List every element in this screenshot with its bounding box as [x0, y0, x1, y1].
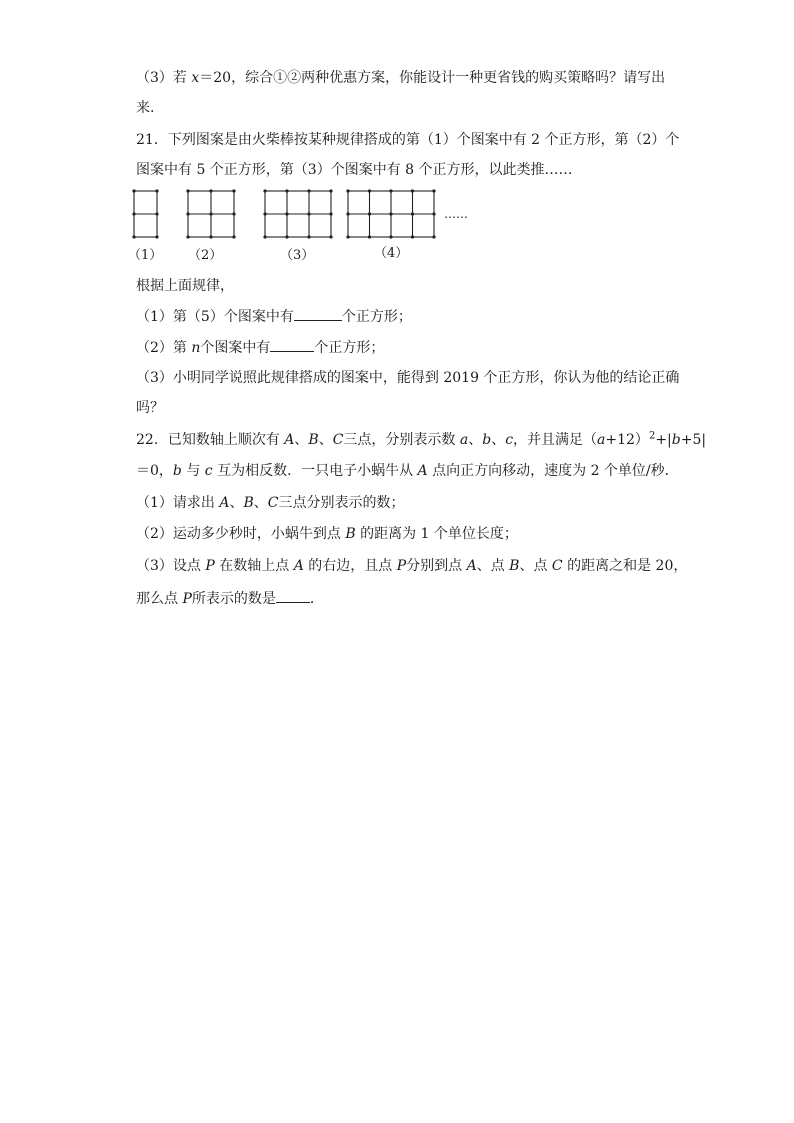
q21-stem-line1: 21．下列图案是由火柴棒按某种规律搭成的第（1）个图案中有 2 个正方形，第（2）个 [136, 132, 680, 148]
figure-label-4: （4） [374, 246, 409, 261]
var-A: A [293, 558, 304, 574]
text: （2）运动多少秒时，小蜗牛到点 [136, 526, 346, 542]
text: +12） [605, 432, 649, 448]
text: （3）若 [136, 70, 192, 86]
q22-stem-line1 [136, 430, 706, 450]
q22-part3-line2 [136, 588, 324, 609]
q21-part3-line1: （3）小明同学说照此规律搭成的图案中，能得到 2019 个正方形，你认为他的结论正确 [136, 370, 680, 386]
var-x: x [191, 70, 200, 86]
text: 与 [181, 463, 205, 479]
var-C: C [551, 558, 563, 574]
exponent: 2 [648, 430, 656, 442]
var-a: a [597, 432, 606, 448]
var-b: b [671, 432, 681, 448]
q22-part3-line1 [136, 556, 687, 576]
q22-part2 [136, 524, 518, 544]
var-P: P [205, 558, 215, 574]
text: 三点，分别表示数 [343, 432, 460, 448]
answer-blank[interactable] [294, 306, 342, 321]
text: （2）第 [136, 340, 192, 356]
text: 、点 [476, 558, 510, 574]
var-b: b [172, 463, 182, 479]
var-b: b [482, 432, 492, 448]
text: 、点 [519, 558, 552, 574]
var-c: c [204, 463, 213, 479]
q21-part3-line2: 吗？ [136, 400, 164, 416]
var-A: A [466, 558, 477, 574]
text: 个图案中有 [200, 340, 271, 356]
text: 的距离为 1 个单位长度； [355, 526, 518, 542]
var-n: n [191, 340, 201, 356]
text: （1）请求出 [136, 495, 220, 511]
text: 、 [491, 432, 506, 448]
text: 、 [294, 432, 309, 448]
q22-part1 [136, 493, 405, 513]
var-B: B [509, 558, 520, 574]
answer-blank[interactable] [276, 588, 310, 603]
var-a: a [459, 432, 469, 448]
figure-1 [134, 191, 157, 237]
var-A: A [417, 463, 428, 479]
text: 分别到点 [406, 558, 467, 574]
var-P: P [182, 591, 192, 607]
q20-part3-line1 [136, 68, 665, 88]
text: 的右边，且点 [303, 558, 397, 574]
answer-blank[interactable] [270, 337, 314, 352]
q21-part1 [136, 306, 412, 327]
text: 、 [468, 432, 483, 448]
text: 、 [253, 495, 268, 511]
text: ． [309, 591, 324, 607]
text: 点向正方向移动，速度为 2 个单位/秒． [427, 463, 679, 479]
q20-part3-line2: 来. [136, 100, 155, 116]
figure-label-3: （3） [280, 248, 315, 263]
matchstick-figures-svg [128, 186, 488, 246]
text: ，并且满足（ [513, 432, 598, 448]
var-A: A [284, 432, 295, 448]
text: 的距离之和是 20， [562, 558, 688, 574]
q21-part2 [136, 337, 384, 358]
text: 、 [318, 432, 333, 448]
text: （3）设点 [136, 558, 206, 574]
text: 所表示的数是 [191, 591, 276, 607]
text: ＝20，综合①②两种优惠方案，你能设计一种更省钱的购买策略吗？请写出 [199, 70, 666, 86]
text: 个正方形； [314, 340, 385, 356]
figure-3 [265, 191, 331, 237]
var-C: C [267, 495, 279, 511]
figure-ellipsis: …… [444, 207, 468, 221]
text: 那么点 [136, 591, 183, 607]
text: 在数轴上点 [214, 558, 294, 574]
q21-stem-line2: 图案中有 5 个正方形，第（3）个图案中有 8 个正方形，以此类推…… [136, 162, 573, 178]
text: 三点分别表示的数； [278, 495, 405, 511]
var-A: A [219, 495, 230, 511]
var-B: B [243, 495, 254, 511]
text: 22．已知数轴上顺次有 [136, 432, 285, 448]
text: 互为相反数．一只电子小蜗牛从 [212, 463, 418, 479]
var-C: C [332, 432, 344, 448]
text: +5| [680, 432, 707, 448]
var-c: c [505, 432, 514, 448]
var-B: B [345, 526, 356, 542]
text: 个正方形； [341, 309, 412, 325]
var-P: P [396, 558, 407, 574]
text: ＝0， [136, 463, 173, 479]
q22-stem-line2 [136, 461, 679, 481]
matchstick-figures [128, 186, 488, 266]
q21-rule-intro: 根据上面规律， [136, 278, 234, 294]
figure-label-1: （1） [128, 248, 163, 263]
figure-label-2: （2） [188, 248, 223, 263]
text: +| [655, 432, 672, 448]
text: 、 [229, 495, 244, 511]
text: （1）第（5）个图案中有 [136, 309, 294, 325]
var-B: B [308, 432, 319, 448]
